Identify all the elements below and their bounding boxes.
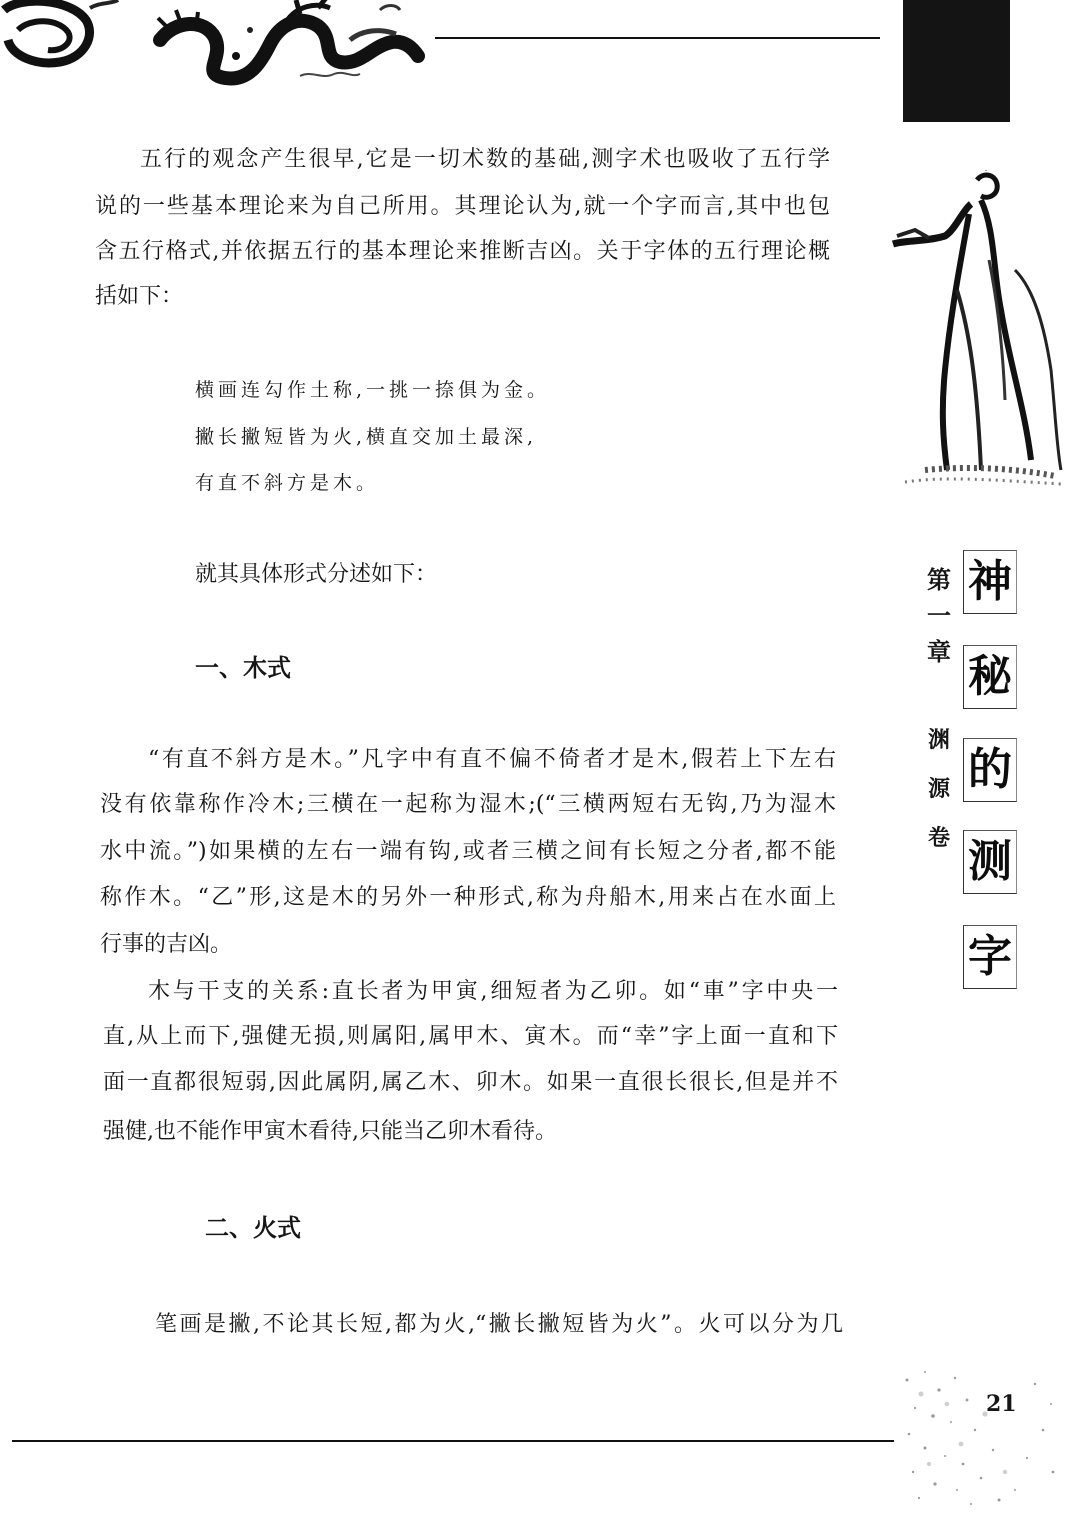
chapter-char: 一 [927, 602, 951, 630]
footer-rule [12, 1440, 894, 1442]
text-line: 面一直都很短弱,因此属阴,属乙木、卯木。如果一直很长很长,但是并不 [103, 1070, 838, 1095]
text-line: 直,从上而下,强健无损,则属阳,属甲木、寅木。而“幸”字上面一直和下 [103, 1024, 838, 1049]
page-number: 21 [986, 1391, 1017, 1417]
text-line: 含五行格式,并依据五行的基本理论来推断吉凶。关于字体的五行理论概 [95, 239, 830, 264]
text-line: 五行的观念产生很早,它是一切术数的基础,测字术也吸收了五行学 [140, 147, 830, 172]
book-title-char: 测 [963, 830, 1017, 894]
chapter-char: 第 [927, 566, 951, 594]
text-line: 行事的吉凶。 [100, 932, 233, 957]
volume-char: 源 [927, 777, 950, 802]
footer-speckle-ornament [895, 1360, 1065, 1510]
lead-sentence: 就其具体形式分述如下： [195, 562, 438, 587]
text-line: 说的一些基本理论来为自己所用。其理论认为,就一个字而言,其中也包 [95, 194, 830, 219]
volume-char: 卷 [927, 826, 950, 851]
volume-char: 渊 [927, 728, 950, 753]
text-line: 括如下： [95, 284, 184, 309]
book-title-char: 的 [963, 738, 1017, 802]
verse-line: 有直不斜方是木。 [195, 472, 380, 494]
verse-line: 撇长撇短皆为火,横直交加土最深, [195, 426, 538, 448]
dragon-illustration [0, 0, 430, 92]
section-heading-wood: 一、木式 [195, 654, 291, 682]
header-rule [435, 37, 880, 39]
book-title-char: 字 [963, 925, 1017, 989]
book-title-char: 神 [963, 550, 1017, 614]
text-line: “有直不斜方是木。”凡字中有直不偏不倚者才是木,假若上下左右 [148, 747, 836, 772]
chapter-label [922, 562, 956, 670]
scholar-illustration [885, 170, 1065, 490]
text-line: 称作木。“乙”形,这是木的另外一种形式,称为舟船木,用来占在水面上 [100, 885, 836, 910]
corner-block [903, 0, 1010, 122]
section-heading-fire: 二、火式 [205, 1214, 301, 1242]
verse-line: 横画连勾作土称,一挑一捺俱为金。 [195, 379, 551, 401]
book-title-char: 秘 [963, 645, 1017, 709]
text-line: 水中流。”)如果横的左右一端有钩,或者三横之间有长短之分者,都不能 [100, 839, 836, 864]
text-line: 强健,也不能作甲寅木看待,只能当乙卯木看待。 [103, 1119, 557, 1144]
text-line: 没有依靠称作冷木;三横在一起称为湿木;(“三横两短右无钩,乃为湿木 [100, 792, 836, 817]
text-line: 木与干支的关系:直长者为甲寅,细短者为乙卯。如“車”字中央一 [148, 979, 838, 1004]
text-line: 笔画是撇,不论其长短,都为火,“撇长撇短皆为火”。火可以分为几 [155, 1312, 843, 1337]
volume-label [922, 716, 956, 863]
chapter-char: 章 [927, 638, 951, 666]
